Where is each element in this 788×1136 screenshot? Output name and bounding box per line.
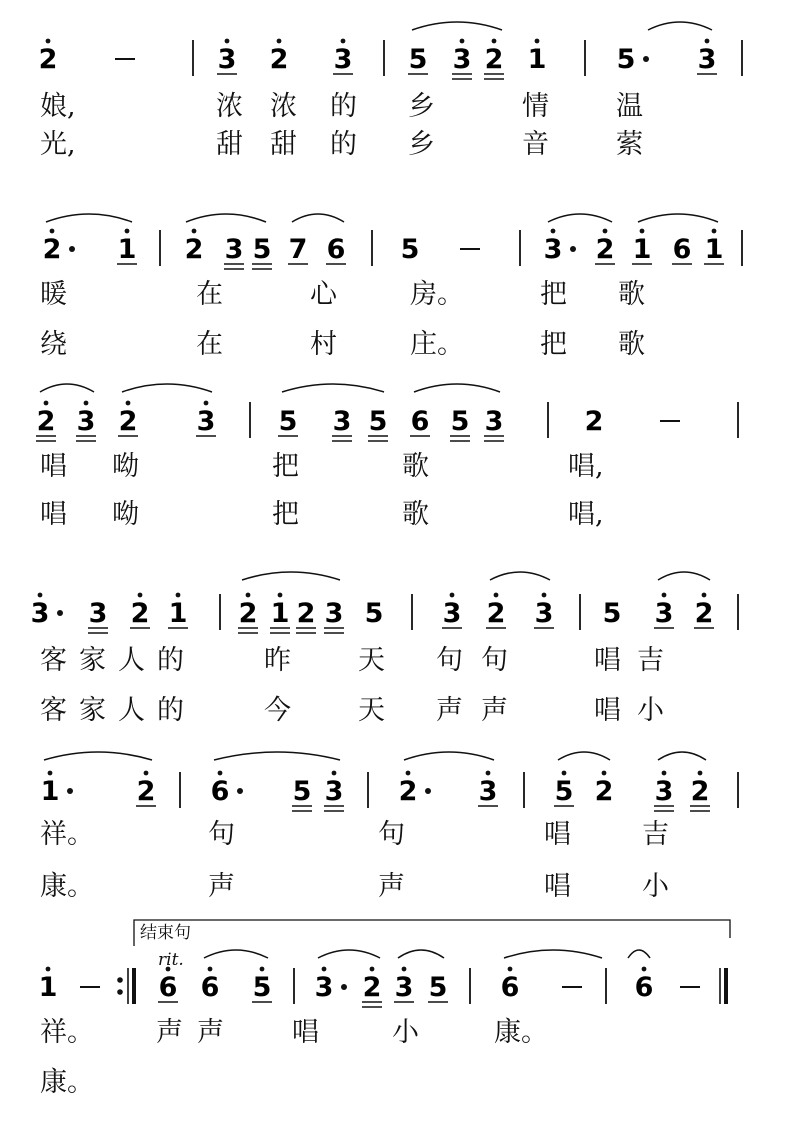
note-digit: 1 bbox=[40, 776, 60, 807]
lyric: 甜 bbox=[216, 129, 243, 160]
slur bbox=[628, 950, 650, 958]
note-digit: 2 bbox=[584, 406, 604, 437]
note-digit: 5 bbox=[450, 406, 470, 437]
lyric: 歌 bbox=[402, 451, 429, 482]
octave-dot bbox=[640, 229, 645, 234]
octave-dot bbox=[535, 39, 540, 44]
lyric-row-10 bbox=[0, 872, 788, 904]
slur bbox=[558, 752, 610, 760]
note-digit: 3 bbox=[324, 598, 344, 629]
note-digit: 3 bbox=[478, 776, 498, 807]
lyric: 客家人的 bbox=[40, 695, 196, 726]
octave-dot bbox=[662, 593, 667, 598]
lyric-row-8 bbox=[0, 696, 788, 728]
lyric: 乡 bbox=[408, 129, 435, 160]
lyric-row-4 bbox=[0, 330, 788, 362]
lyric: 在 bbox=[196, 279, 223, 310]
octave-dot bbox=[46, 967, 51, 972]
octave-dot bbox=[225, 39, 230, 44]
octave-dot bbox=[48, 771, 53, 776]
note-digit: 1 bbox=[270, 598, 290, 629]
octave-dot bbox=[218, 771, 223, 776]
lyric: 呦 bbox=[112, 451, 139, 482]
octave-dot bbox=[642, 967, 647, 972]
note-digit: 5 bbox=[428, 972, 448, 1003]
lyric-row-5 bbox=[0, 452, 788, 484]
note-digit: 6 bbox=[158, 972, 178, 1003]
note-digit: 2 bbox=[269, 44, 289, 75]
augmentation-dot bbox=[341, 984, 347, 990]
note-digit: 3 bbox=[76, 406, 96, 437]
lyric: 乡 bbox=[408, 91, 435, 122]
note-digit: 3 bbox=[484, 406, 504, 437]
octave-dot bbox=[38, 593, 43, 598]
note-digit: 3 bbox=[30, 598, 50, 629]
note-digit: 1 bbox=[117, 234, 137, 265]
lyric: 唱 bbox=[544, 871, 571, 902]
lyric: 的 bbox=[330, 129, 357, 160]
octave-dot bbox=[332, 771, 337, 776]
note-digit: 5 bbox=[554, 776, 574, 807]
octave-dot bbox=[494, 593, 499, 598]
lyric: 歌 bbox=[402, 499, 429, 530]
lyric: 的 bbox=[330, 91, 357, 122]
augmentation-dot bbox=[570, 246, 576, 252]
octave-dot bbox=[486, 771, 491, 776]
octave-dot bbox=[44, 401, 49, 406]
note-digit: 6 bbox=[210, 776, 230, 807]
note-digit: 2 bbox=[362, 972, 382, 1003]
note-digit: 3 bbox=[654, 598, 674, 629]
octave-dot bbox=[125, 229, 130, 234]
lyric: 把 bbox=[272, 451, 299, 482]
note-digit: 2 bbox=[595, 234, 615, 265]
lyric: 歌 bbox=[618, 279, 645, 310]
slur bbox=[414, 384, 500, 392]
lyric: 小 bbox=[642, 871, 669, 902]
slur bbox=[490, 572, 550, 580]
note-digit: 2 bbox=[484, 44, 504, 75]
lyric: 浓 bbox=[270, 91, 297, 122]
lyric: 声 bbox=[378, 871, 405, 902]
lyric: 吉 bbox=[642, 819, 669, 850]
lyric: 康。 bbox=[40, 1067, 94, 1098]
slur bbox=[282, 384, 384, 392]
note-digit: 2 bbox=[36, 406, 56, 437]
octave-dot bbox=[84, 401, 89, 406]
note-digit: 5 bbox=[602, 598, 622, 629]
lyric-row-11 bbox=[0, 1018, 788, 1050]
repeat-dot bbox=[117, 989, 123, 995]
note-digit: 5 bbox=[292, 776, 312, 807]
note-digit: 1 bbox=[704, 234, 724, 265]
lyric: 康。 bbox=[40, 871, 94, 902]
lyric: 浓 bbox=[216, 91, 243, 122]
augmentation-dot bbox=[57, 610, 63, 616]
note-digit: 2 bbox=[42, 234, 62, 265]
lyric: 唱, bbox=[568, 451, 604, 482]
lyric: 光, bbox=[40, 129, 76, 160]
slur bbox=[412, 22, 502, 30]
note-digit: 3 bbox=[224, 234, 244, 265]
note-digit: 2 bbox=[486, 598, 506, 629]
repeat-dot bbox=[117, 977, 123, 983]
note-digit: 5 bbox=[400, 234, 420, 265]
volta-bracket bbox=[134, 920, 730, 946]
lyric: 唱吉 bbox=[594, 645, 680, 676]
lyric: 甜 bbox=[270, 129, 297, 160]
augmentation-dot bbox=[643, 56, 649, 62]
note-digit: 2 bbox=[398, 776, 418, 807]
note-digit: 6 bbox=[672, 234, 692, 265]
lyric: 绕 bbox=[40, 329, 67, 360]
slur bbox=[46, 214, 132, 222]
lyric: 句句 bbox=[436, 645, 526, 676]
note-digit: 6 bbox=[500, 972, 520, 1003]
octave-dot bbox=[176, 593, 181, 598]
octave-dot bbox=[406, 771, 411, 776]
lyric: 声声 bbox=[436, 695, 526, 726]
note-digit: 3 bbox=[332, 406, 352, 437]
slur bbox=[122, 384, 212, 392]
note-digit: 3 bbox=[88, 598, 108, 629]
octave-dot bbox=[46, 39, 51, 44]
octave-dot bbox=[208, 967, 213, 972]
slur bbox=[638, 214, 718, 222]
note-digit: 5 bbox=[252, 972, 272, 1003]
octave-dot bbox=[492, 39, 497, 44]
note-digit: 1 bbox=[168, 598, 188, 629]
lyric: 天 bbox=[358, 695, 385, 726]
lyric: 唱 bbox=[292, 1017, 319, 1048]
octave-dot bbox=[603, 229, 608, 234]
lyric: 唱 bbox=[544, 819, 571, 850]
lyric: 天 bbox=[358, 645, 385, 676]
lyric: 康。 bbox=[494, 1017, 548, 1048]
lyric-row-6 bbox=[0, 500, 788, 532]
lyric: 呦 bbox=[112, 499, 139, 530]
octave-dot bbox=[460, 39, 465, 44]
note-digit: 3 bbox=[543, 234, 563, 265]
note-digit: 3 bbox=[217, 44, 237, 75]
octave-dot bbox=[278, 593, 283, 598]
lyric: 唱 bbox=[40, 451, 67, 482]
note-digit: 3 bbox=[333, 44, 353, 75]
slur bbox=[658, 572, 710, 580]
octave-dot bbox=[551, 229, 556, 234]
augmentation-dot bbox=[69, 246, 75, 252]
lyric: 今 bbox=[264, 695, 291, 726]
slur bbox=[214, 752, 340, 760]
lyric: 把 bbox=[272, 499, 299, 530]
note-digit: 2 bbox=[130, 598, 150, 629]
lyric: 在 bbox=[196, 329, 223, 360]
note-digit: 2 bbox=[136, 776, 156, 807]
note-digit: 1 bbox=[38, 972, 58, 1003]
octave-dot bbox=[450, 593, 455, 598]
note-digit: 3 bbox=[394, 972, 414, 1003]
note-digit: 3 bbox=[196, 406, 216, 437]
note-digit: 3 bbox=[654, 776, 674, 807]
lyric-row-1 bbox=[0, 92, 788, 124]
lyric: 暖 bbox=[40, 279, 67, 310]
octave-dot bbox=[246, 593, 251, 598]
octave-dot bbox=[138, 593, 143, 598]
lyric: 句 bbox=[378, 819, 405, 850]
octave-dot bbox=[702, 593, 707, 598]
note-digit: 5 bbox=[252, 234, 272, 265]
note-digit: 3 bbox=[534, 598, 554, 629]
note-digit: 3 bbox=[324, 776, 344, 807]
note-digit: 5 bbox=[278, 406, 298, 437]
octave-dot bbox=[260, 967, 265, 972]
lyric-row-9 bbox=[0, 820, 788, 852]
lyric: 心 bbox=[310, 279, 337, 310]
note-digit: 2 bbox=[118, 406, 138, 437]
octave-dot bbox=[144, 771, 149, 776]
note-digit: 5 bbox=[364, 598, 384, 629]
note-digit: 2 bbox=[184, 234, 204, 265]
octave-dot bbox=[712, 229, 717, 234]
note-digit: 2 bbox=[38, 44, 58, 75]
slur bbox=[292, 214, 344, 222]
lyric: 温 bbox=[616, 91, 643, 122]
lyric: 歌 bbox=[618, 329, 645, 360]
octave-dot bbox=[705, 39, 710, 44]
note-digit: 6 bbox=[326, 234, 346, 265]
octave-dot bbox=[662, 771, 667, 776]
note-digit: 3 bbox=[314, 972, 334, 1003]
augmentation-dot bbox=[425, 788, 431, 794]
note-digit: 1 bbox=[632, 234, 652, 265]
octave-dot bbox=[192, 229, 197, 234]
note-digit: 2 bbox=[594, 776, 614, 807]
octave-dot bbox=[204, 401, 209, 406]
note-digit: 2 bbox=[238, 598, 258, 629]
slur bbox=[318, 950, 380, 958]
note-digit: 3 bbox=[697, 44, 717, 75]
lyric: 萦 bbox=[616, 129, 643, 160]
lyric: 句 bbox=[208, 819, 235, 850]
octave-dot bbox=[370, 967, 375, 972]
augmentation-dot bbox=[237, 788, 243, 794]
lyric: 声 bbox=[208, 871, 235, 902]
octave-dot bbox=[508, 967, 513, 972]
note-digit: 3 bbox=[442, 598, 462, 629]
note-digit: 5 bbox=[408, 44, 428, 75]
slur bbox=[186, 214, 266, 222]
note-digit: 2 bbox=[694, 598, 714, 629]
slur bbox=[44, 752, 152, 760]
note-digit: 6 bbox=[634, 972, 654, 1003]
lyric: 娘, bbox=[40, 91, 76, 122]
slur bbox=[404, 752, 494, 760]
slur bbox=[548, 214, 612, 222]
lyric: 把 bbox=[540, 329, 567, 360]
lyric: 庄。 bbox=[410, 329, 464, 360]
note-digit: 6 bbox=[410, 406, 430, 437]
slur bbox=[242, 572, 340, 580]
lyric-row-2 bbox=[0, 130, 788, 162]
lyric: 昨 bbox=[264, 645, 291, 676]
lyric: 音 bbox=[522, 129, 549, 160]
lyric-row-12 bbox=[0, 1068, 788, 1100]
octave-dot bbox=[562, 771, 567, 776]
lyric: 祥。 bbox=[40, 1017, 94, 1048]
lyric: 客家人的 bbox=[40, 645, 196, 676]
slur bbox=[648, 22, 712, 30]
octave-dot bbox=[50, 229, 55, 234]
lyric: 情 bbox=[522, 91, 549, 122]
note-digit: 1 bbox=[527, 44, 547, 75]
lyric-row-7 bbox=[0, 646, 788, 678]
octave-dot bbox=[602, 771, 607, 776]
octave-dot bbox=[126, 401, 131, 406]
lyric: 小 bbox=[392, 1017, 419, 1048]
note-digit: 2 bbox=[690, 776, 710, 807]
octave-dot bbox=[542, 593, 547, 598]
lyric-row-3 bbox=[0, 280, 788, 312]
lyric: 村 bbox=[310, 329, 337, 360]
lyric: 声声 bbox=[156, 1017, 238, 1048]
slur bbox=[398, 950, 444, 958]
lyric: 把 bbox=[540, 279, 567, 310]
octave-dot bbox=[698, 771, 703, 776]
octave-dot bbox=[277, 39, 282, 44]
note-digit: 5 bbox=[616, 44, 636, 75]
octave-dot bbox=[402, 967, 407, 972]
note-digit: 3 bbox=[452, 44, 472, 75]
lyric: 唱 bbox=[40, 499, 67, 530]
lyric: 祥。 bbox=[40, 819, 94, 850]
augmentation-dot bbox=[67, 788, 73, 794]
tempo-mark: rit. bbox=[158, 950, 184, 970]
note-digit: 5 bbox=[368, 406, 388, 437]
lyric: 房。 bbox=[410, 279, 464, 310]
lyric: 唱, bbox=[568, 499, 604, 530]
note-digit: 7 bbox=[288, 234, 308, 265]
note-digit: 2 bbox=[296, 598, 316, 629]
slur bbox=[40, 384, 94, 392]
note-digit: 6 bbox=[200, 972, 220, 1003]
slur bbox=[658, 752, 706, 760]
octave-dot bbox=[322, 967, 327, 972]
lyric: 唱小 bbox=[594, 695, 680, 726]
slur bbox=[204, 950, 268, 958]
octave-dot bbox=[341, 39, 346, 44]
ending-label: 结束句 bbox=[140, 923, 191, 943]
slur bbox=[504, 950, 602, 958]
